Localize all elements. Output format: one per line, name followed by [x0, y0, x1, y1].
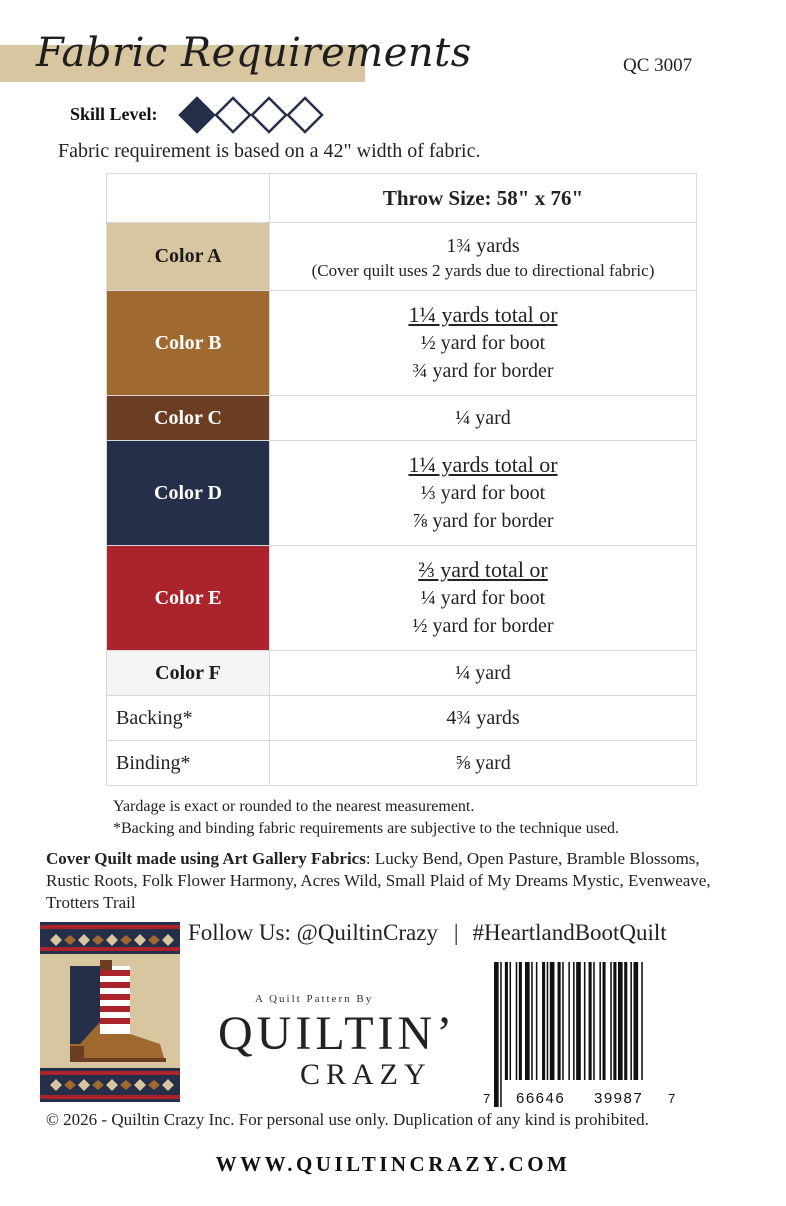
table-row [107, 546, 697, 651]
barcode-bar [618, 962, 623, 1092]
yardage-note: (Cover quilt uses 2 yards due to directional fabric) [311, 260, 655, 280]
barcode-bar [630, 962, 632, 1092]
cover-quilt-fabrics: : Lucky Bend, Open Pasture, Bramble Blossoms, Rustic Roots, Folk Flower Harmony, Acres Wild, Small Plaid of My Dreams Mystic, Evenweave, Trotters Trail [46, 849, 711, 912]
table-row [107, 441, 697, 546]
table-row [107, 741, 697, 786]
cover-quilt-bold: Cover Quilt made using Art Gallery Fabrics [46, 849, 366, 868]
logo-crazy: CRAZY [300, 1058, 432, 1091]
table-row [107, 696, 697, 741]
yardage-line: ¼ yard [455, 662, 511, 684]
yardage-total: ⅔ yard total or [418, 557, 548, 582]
yardage-line: ¼ yard [455, 407, 511, 429]
yardage-cell [270, 441, 697, 546]
yardage-cell [270, 741, 697, 786]
social-separator: | [453, 920, 459, 945]
cover-quilt-credits [46, 848, 746, 914]
barcode-bar [550, 962, 555, 1092]
barcode-bar [525, 962, 530, 1092]
barcode-bar [494, 962, 499, 1107]
color-label-cell: Backing* [107, 696, 270, 741]
follow-handle[interactable]: Follow Us: @QuiltinCrazy [188, 920, 438, 945]
yardage-line: ½ yard for boot [420, 332, 546, 354]
barcode-bar [542, 962, 545, 1092]
barcode-bar [589, 962, 592, 1092]
barcode-bar [558, 962, 561, 1092]
barcode-bar [547, 962, 549, 1092]
barcode-bar [603, 962, 606, 1092]
barcode-first-digit: 7 [483, 1091, 491, 1106]
color-label-cell: Color B [107, 291, 270, 396]
color-label-cell: Color C [107, 396, 270, 441]
hashtag[interactable]: #HeartlandBootQuilt [472, 920, 667, 945]
barcode-bar [599, 962, 601, 1092]
skill-diamond-icon [288, 98, 322, 132]
color-label-cell: Color F [107, 651, 270, 696]
footnotes [113, 796, 619, 840]
barcode-bar [562, 962, 564, 1092]
yardage-line: ¼ yard for boot [420, 587, 546, 609]
page-title: Fabric Requirements [36, 30, 472, 76]
barcode-bar [576, 962, 581, 1092]
header-empty-cell [107, 174, 270, 223]
barcode-bar [516, 962, 518, 1092]
yardage-line: ¾ yard for border [412, 360, 554, 382]
yardage-cell [270, 546, 697, 651]
barcode-bar [500, 962, 502, 1107]
yardage-line: ½ yard for border [412, 615, 554, 637]
barcode-group-1: 66646 [516, 1090, 566, 1107]
fabric-basis-note: Fabric requirement is based on a 42" width of fabric. [58, 140, 481, 162]
table-row [107, 651, 697, 696]
skill-diamond-icon [252, 98, 286, 132]
table-row [107, 223, 697, 291]
yardage-total: 1¼ yards total or [408, 302, 558, 327]
barcode-check-digit: 7 [668, 1091, 676, 1106]
yardage-cell [270, 651, 697, 696]
pattern-code: QC 3007 [623, 55, 693, 76]
barcode-bar [510, 962, 512, 1092]
yardage-line: ⅞ yard for border [412, 510, 554, 532]
social-links [188, 920, 667, 946]
logo-tagline: A Quilt Pattern By [255, 993, 374, 1005]
yardage-line: ⅝ yard [455, 752, 511, 774]
yardage-cell [270, 396, 697, 441]
table-row [107, 291, 697, 396]
skill-level-label: Skill Level: [70, 104, 158, 124]
barcode-bar [519, 962, 522, 1092]
yardage-cell [270, 696, 697, 741]
barcode [480, 962, 680, 1112]
color-label-cell: Color E [107, 546, 270, 651]
logo-quiltin: QUILTIN’ [218, 1007, 457, 1060]
boot-quilt-thumbnail [40, 922, 180, 1102]
yardage-line: 4¾ yards [446, 707, 520, 729]
yardage-line: 1¾ yards [446, 234, 520, 257]
footnote-yardage: Yardage is exact or rounded to the nearest measurement. [113, 798, 475, 815]
barcode-bar [613, 962, 616, 1092]
footnote-backing: *Backing and binding fabric requirements are subjective to the technique used. [113, 820, 620, 837]
barcode-bar [624, 962, 627, 1092]
yardage-cell [270, 291, 697, 396]
barcode-bar [531, 962, 533, 1092]
color-label-cell: Color D [107, 441, 270, 546]
barcode-bar [593, 962, 595, 1092]
color-label-cell: Binding* [107, 741, 270, 786]
skill-level-rating [178, 95, 326, 135]
barcode-bar [505, 962, 508, 1092]
fabric-requirements-table [106, 173, 697, 786]
size-header [270, 174, 697, 223]
yardage-cell [270, 223, 697, 291]
table-header-row [107, 174, 697, 223]
size-header-text: Throw Size: 58" x 76" [382, 185, 584, 210]
barcode-bar [584, 962, 586, 1092]
color-label-cell: Color A [107, 223, 270, 291]
table-row [107, 396, 697, 441]
skill-diamond-icon [180, 98, 214, 132]
barcode-group-2: 39987 [594, 1090, 644, 1107]
website-link[interactable]: WWW.QUILTINCRAZY.COM [215, 1152, 571, 1176]
yardage-line: ⅓ yard for boot [420, 482, 546, 504]
copyright: © 2026 - Quiltin Crazy Inc. For personal use only. Duplication of any kind is prohibited. [46, 1110, 649, 1129]
skill-diamond-icon [216, 98, 250, 132]
yardage-total: 1¼ yards total or [408, 452, 558, 477]
barcode-bar [610, 962, 612, 1092]
barcode-bar [536, 962, 538, 1092]
